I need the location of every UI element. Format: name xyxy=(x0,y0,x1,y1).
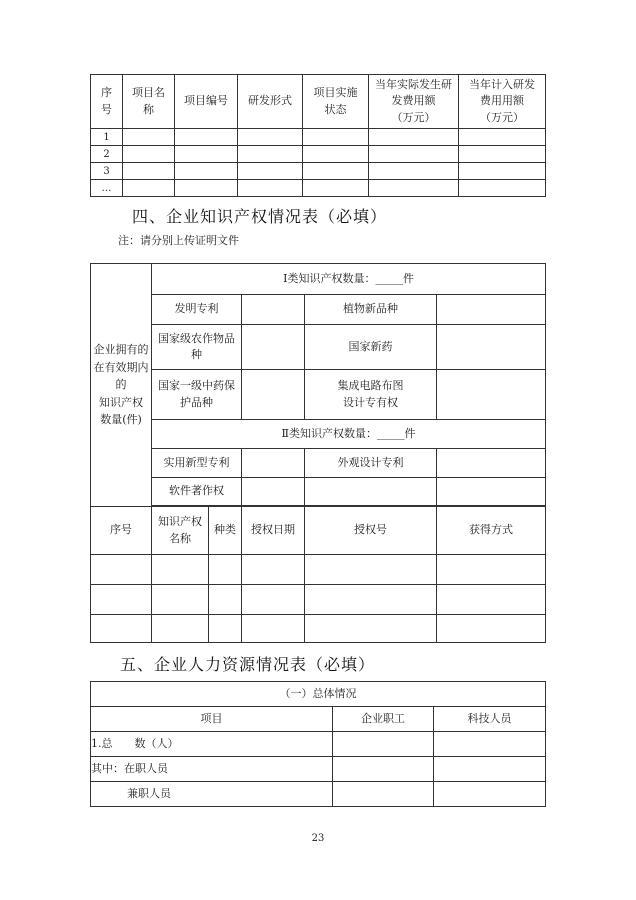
ip-header-name-cell xyxy=(152,507,209,555)
row-number: 2 xyxy=(91,146,123,163)
ip-method-cell[interactable] xyxy=(437,615,546,643)
ip-header-method: 获得方式 xyxy=(437,507,546,555)
design-patent-label: 外观设计专利 xyxy=(305,449,437,478)
project-code-cell[interactable] xyxy=(175,163,238,180)
table-row xyxy=(91,370,546,420)
ic-layout-value[interactable] xyxy=(437,370,546,420)
actual-cost-cell[interactable] xyxy=(369,163,459,180)
ip-number-cell[interactable] xyxy=(305,555,437,585)
header-text: 当年实际发生研 发费用额 （万元） xyxy=(375,77,452,124)
header-text: 项目实施 状态 xyxy=(313,86,358,116)
new-drug-value[interactable] xyxy=(437,325,546,370)
ip-table xyxy=(90,263,546,643)
crop-variety-value[interactable] xyxy=(242,325,305,370)
ip-type-cell[interactable] xyxy=(209,585,242,615)
counted-cost-cell[interactable] xyxy=(459,163,546,180)
status-cell[interactable] xyxy=(303,180,369,197)
hr-row-part-time-label: 兼职人员 xyxy=(91,782,333,807)
project-code-cell[interactable] xyxy=(175,180,238,197)
counted-cost-cell[interactable] xyxy=(459,180,546,197)
row-number: 1 xyxy=(91,129,123,146)
col-header-counted-cost xyxy=(459,75,546,129)
class1-count-label: Ⅰ类知识产权数量：_____件 xyxy=(283,271,414,285)
ip-name-cell[interactable] xyxy=(152,615,209,643)
actual-cost-cell[interactable] xyxy=(369,146,459,163)
ip-date-cell[interactable] xyxy=(242,585,305,615)
plant-variety-value[interactable] xyxy=(437,295,546,325)
col-header-project-name xyxy=(123,75,175,129)
class2-row xyxy=(91,420,546,449)
status-cell[interactable] xyxy=(303,146,369,163)
hr-employees-cell[interactable] xyxy=(333,782,434,807)
table-row xyxy=(91,478,546,506)
class2-count-label: Ⅱ类知识产权数量：_____件 xyxy=(281,426,416,440)
ic-layout-label-cell xyxy=(305,370,437,420)
new-drug-label: 国家新药 xyxy=(305,325,437,370)
actual-cost-cell[interactable] xyxy=(369,129,459,146)
ip-list-header-row xyxy=(91,507,546,555)
tcm-variety-label: 国家一级中药保 护品种 xyxy=(158,379,235,409)
counted-cost-cell[interactable] xyxy=(459,129,546,146)
ip-date-cell[interactable] xyxy=(242,555,305,585)
section4-note: 注：请分别上传证明文件 xyxy=(118,234,239,247)
table-row xyxy=(91,555,546,585)
crop-variety-label-cell xyxy=(152,325,242,370)
invention-patent-value[interactable] xyxy=(242,295,305,325)
project-code-cell[interactable] xyxy=(175,129,238,146)
hr-header-employees: 企业职工 xyxy=(333,707,434,732)
ip-seq-cell[interactable] xyxy=(91,555,152,585)
table-row xyxy=(91,732,546,757)
invention-patent-label: 发明专利 xyxy=(152,295,242,325)
ip-header-type: 种类 xyxy=(209,507,242,555)
tcm-variety-label-cell xyxy=(152,370,242,420)
ip-name-cell[interactable] xyxy=(152,555,209,585)
ip-header-seq: 序号 xyxy=(91,507,152,555)
page-number: 23 xyxy=(311,833,325,844)
header-text: 项目名 称 xyxy=(132,86,165,116)
ip-seq-cell[interactable] xyxy=(91,585,152,615)
table-row xyxy=(91,325,546,370)
ip-date-cell[interactable] xyxy=(242,615,305,643)
hr-tech-cell[interactable] xyxy=(434,757,546,782)
rd-form-cell[interactable] xyxy=(238,146,303,163)
col-header-actual-cost xyxy=(369,75,459,129)
table-row xyxy=(91,129,546,146)
hr-row-total-label: 1.总 数（人） xyxy=(91,732,333,757)
project-name-cell[interactable] xyxy=(123,129,175,146)
project-table xyxy=(90,74,546,197)
table-row xyxy=(91,295,546,325)
header-text: 当年计入研发 费用用额 （万元） xyxy=(469,77,535,124)
ip-header-number: 授权号 xyxy=(305,507,437,555)
class1-row xyxy=(91,264,546,295)
table-row xyxy=(91,757,546,782)
header-text: 序 号 xyxy=(101,86,112,116)
ip-header-date: 授权日期 xyxy=(242,507,305,555)
blank-cell[interactable] xyxy=(305,478,437,506)
hr-subtitle-row xyxy=(91,682,546,707)
hr-tech-cell[interactable] xyxy=(434,782,546,807)
hr-employees-cell[interactable] xyxy=(333,757,434,782)
col-header-project-code xyxy=(175,75,238,129)
ip-name-cell[interactable] xyxy=(152,585,209,615)
ip-type-cell[interactable] xyxy=(209,615,242,643)
design-patent-value[interactable] xyxy=(437,449,546,478)
status-cell[interactable] xyxy=(303,129,369,146)
project-name-cell[interactable] xyxy=(123,146,175,163)
project-name-cell[interactable] xyxy=(123,163,175,180)
project-name-cell[interactable] xyxy=(123,180,175,197)
crop-variety-label: 国家级农作物品 种 xyxy=(158,331,235,361)
ip-count-label-cell xyxy=(91,264,152,507)
class2-count-cell[interactable] xyxy=(152,420,546,449)
hr-header-item: 项目 xyxy=(91,707,333,732)
table-row xyxy=(91,449,546,478)
col-header-status xyxy=(303,75,369,129)
ip-method-cell[interactable] xyxy=(437,585,546,615)
class1-count-cell[interactable] xyxy=(152,264,546,295)
ip-number-cell[interactable] xyxy=(305,615,437,643)
utility-model-label: 实用新型专利 xyxy=(152,449,242,478)
rd-form-cell[interactable] xyxy=(238,163,303,180)
ip-method-cell[interactable] xyxy=(437,555,546,585)
table-row xyxy=(91,585,546,615)
hr-tech-cell[interactable] xyxy=(434,732,546,757)
ip-header-name: 知识产权 名称 xyxy=(158,515,202,545)
status-cell[interactable] xyxy=(303,163,369,180)
header-text: 项目编号 xyxy=(184,94,228,108)
project-table-header-row xyxy=(91,75,546,129)
table-row xyxy=(91,782,546,807)
table-row xyxy=(91,146,546,163)
plant-variety-label: 植物新品种 xyxy=(305,295,437,325)
col-header-seq xyxy=(91,75,123,129)
software-copyright-value[interactable] xyxy=(242,478,305,506)
counted-cost-cell[interactable] xyxy=(459,146,546,163)
section4-title: 四、企业知识产权情况表（必填） xyxy=(132,207,388,226)
rd-form-cell[interactable] xyxy=(238,180,303,197)
hr-header-tech-staff: 科技人员 xyxy=(434,707,546,732)
hr-header-row xyxy=(91,707,546,732)
actual-cost-cell[interactable] xyxy=(369,180,459,197)
ip-count-label: 企业拥有的 在有效期内 的 知识产权 数量(件) xyxy=(93,343,149,427)
header-text: 研发形式 xyxy=(248,94,292,108)
hr-row-in-service-label: 其中：在职人员 xyxy=(91,757,333,782)
ip-type-cell[interactable] xyxy=(209,555,242,585)
hr-table xyxy=(90,681,546,807)
project-code-cell[interactable] xyxy=(175,146,238,163)
row-number: … xyxy=(91,180,123,197)
hr-subtitle: （一）总体情况 xyxy=(91,682,546,707)
section5-title: 五、企业人力资源情况表（必填） xyxy=(120,655,376,674)
table-row xyxy=(91,180,546,197)
ip-seq-cell[interactable] xyxy=(91,615,152,643)
utility-model-value[interactable] xyxy=(242,449,305,478)
blank-cell[interactable] xyxy=(437,478,546,506)
ic-layout-label: 集成电路布图 设计专有权 xyxy=(337,379,404,409)
rd-form-cell[interactable] xyxy=(238,129,303,146)
ip-number-cell[interactable] xyxy=(305,585,437,615)
table-row xyxy=(91,615,546,643)
hr-employees-cell[interactable] xyxy=(333,732,434,757)
table-row xyxy=(91,163,546,180)
row-number: 3 xyxy=(91,163,123,180)
tcm-variety-value[interactable] xyxy=(242,370,305,420)
software-copyright-label: 软件著作权 xyxy=(152,478,242,506)
col-header-rd-form xyxy=(238,75,303,129)
